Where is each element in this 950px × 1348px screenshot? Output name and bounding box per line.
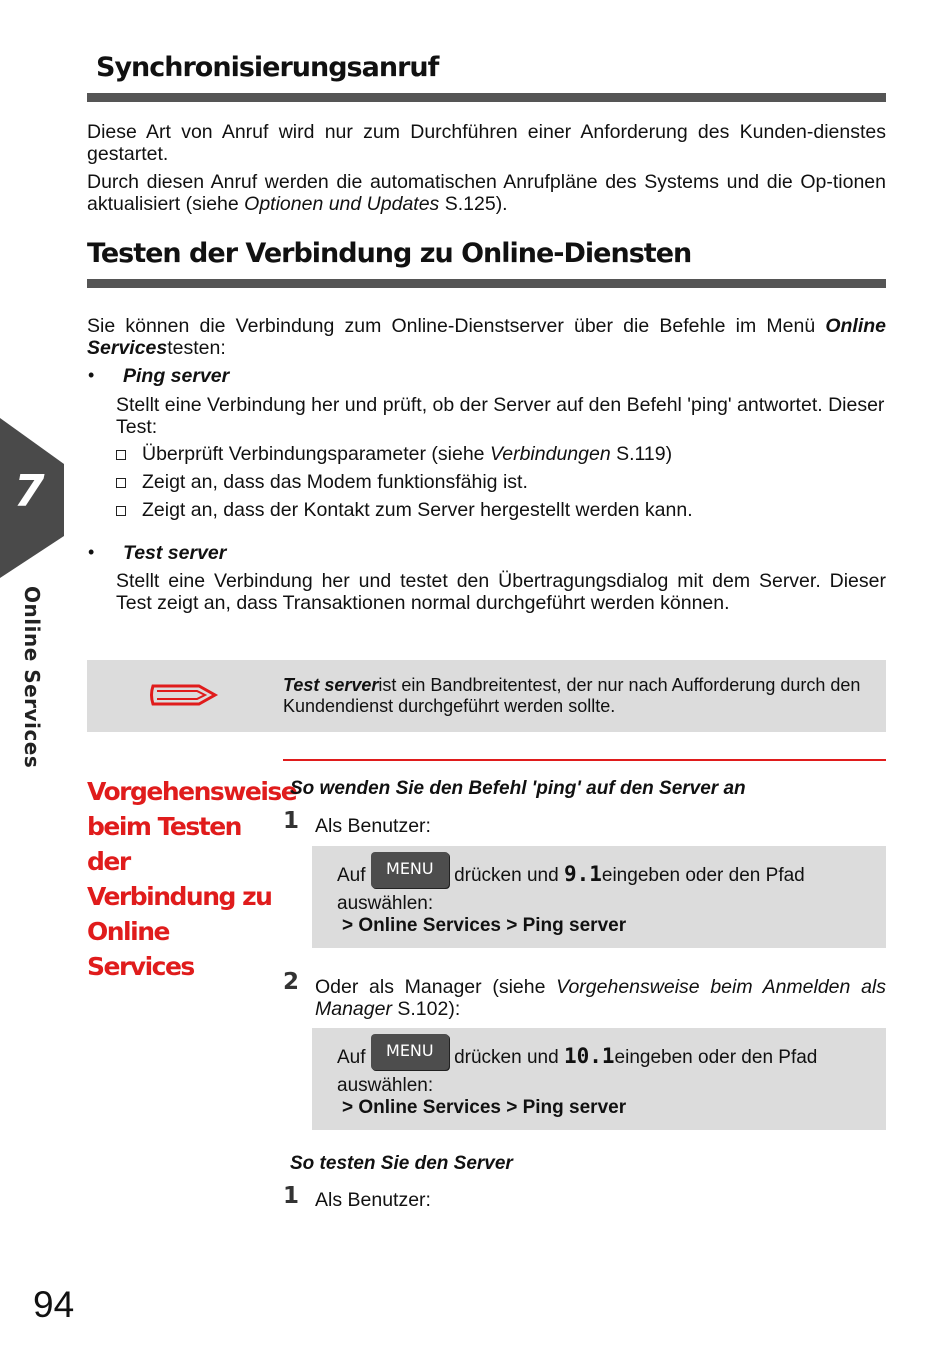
section1-paragraph2: Durch diesen Anruf werden die automatischen Anrufpläne des Systems und die Op-tionen aktualisiert (siehe Optionen und Updates S.125). <box>87 171 886 215</box>
bullet2-text: Stellt eine Verbindung her und testet den Übertragungsdialog mit dem Server. Dieser Test zeigt an, dass Transaktionen normal durchgeführt werden können. <box>116 570 886 614</box>
menu-path: > Online Services > Ping server <box>342 915 627 936</box>
check-item-2: Zeigt an, dass das Modem funktionsfähig ist. <box>116 471 886 493</box>
menu-code: 10.1 <box>563 1044 615 1069</box>
checkbox-square-icon <box>116 450 126 460</box>
bullet1-text: Stellt eine Verbindung her und prüft, ob der Server auf den Befehl 'ping' antwortet. Dieser Test: <box>116 394 885 438</box>
menu-code: 9.1 <box>563 862 602 887</box>
procedure-subtitle-ping: So wenden Sie den Befehl 'ping' auf den Server an <box>290 778 746 799</box>
procedure-subtitle-server: So testen Sie den Server <box>290 1153 513 1174</box>
link-optionen[interactable]: Optionen und Updates <box>244 193 440 215</box>
menu-key-icon: MENU <box>371 852 449 888</box>
procedure-title: Vorgehensweise beim Testen der Verbindung zu Online Services <box>87 777 297 981</box>
section2-title: Testen der Verbindung zu Online-Diensten <box>87 238 692 269</box>
checkbox-square-icon <box>116 506 126 516</box>
checkbox-square-icon <box>116 478 126 488</box>
section2-rule <box>87 279 886 288</box>
section1-title: Synchronisierungsanruf <box>96 52 439 83</box>
bullet1-title: Ping server <box>123 365 230 387</box>
bullet2-title: Test server <box>123 542 227 564</box>
bullet-dot: • <box>88 542 95 562</box>
instruction-line2: auswählen: <box>337 1075 434 1096</box>
instruction-line1: Auf MENU drücken und 10.1eingeben oder den Pfad <box>337 1040 817 1076</box>
chapter-number: 7 <box>14 466 45 517</box>
section2-intro: Sie können die Verbindung zum Online-Dienstserver über die Befehle im Menü Online Servicestesten: <box>87 315 886 359</box>
section1-rule <box>87 93 886 102</box>
step3-text: Als Benutzer: <box>315 1189 431 1211</box>
chapter-label: Online Services <box>20 586 44 769</box>
link-manager[interactable]: Vorgehensweise beim Anmelden als Manager <box>315 976 887 1020</box>
section1-paragraph1: Diese Art von Anruf wird nur zum Durchführen einer Anforderung des Kunden-dienstes gestartet. <box>87 121 886 165</box>
procedure-red-rule <box>283 759 886 761</box>
note-text: Test serverist ein Bandbreitentest, der nur nach Aufforderung durch den Kundendienst durchgeführt werden sollte. <box>283 675 861 716</box>
note-box <box>87 660 886 732</box>
pencil-icon <box>149 678 219 712</box>
check-item-1: Überprüft Verbindungsparameter (siehe Verbindungen S.119) <box>116 443 886 465</box>
menu-path: > Online Services > Ping server <box>342 1097 627 1118</box>
check-item-3: Zeigt an, dass der Kontakt zum Server hergestellt werden kann. <box>116 499 886 521</box>
page-number: 94 <box>33 1284 75 1325</box>
step-number: 1 <box>283 1183 300 1209</box>
chapter-tab <box>0 418 64 578</box>
step2-text: Oder als Manager (siehe Vorgehensweise beim Anmelden als Manager S.102): <box>315 976 887 1020</box>
step-number: 1 <box>283 808 300 834</box>
menu-key-icon: MENU <box>371 1034 449 1070</box>
instruction-box-1 <box>312 846 886 948</box>
step1-text: Als Benutzer: <box>315 815 431 837</box>
instruction-box-2 <box>312 1028 886 1130</box>
instruction-line1: Auf MENU drücken und 9.1eingeben oder den Pfad <box>337 858 805 894</box>
bullet-dot: • <box>88 365 95 385</box>
instruction-line2: auswählen: <box>337 893 434 914</box>
step-number: 2 <box>283 969 300 995</box>
